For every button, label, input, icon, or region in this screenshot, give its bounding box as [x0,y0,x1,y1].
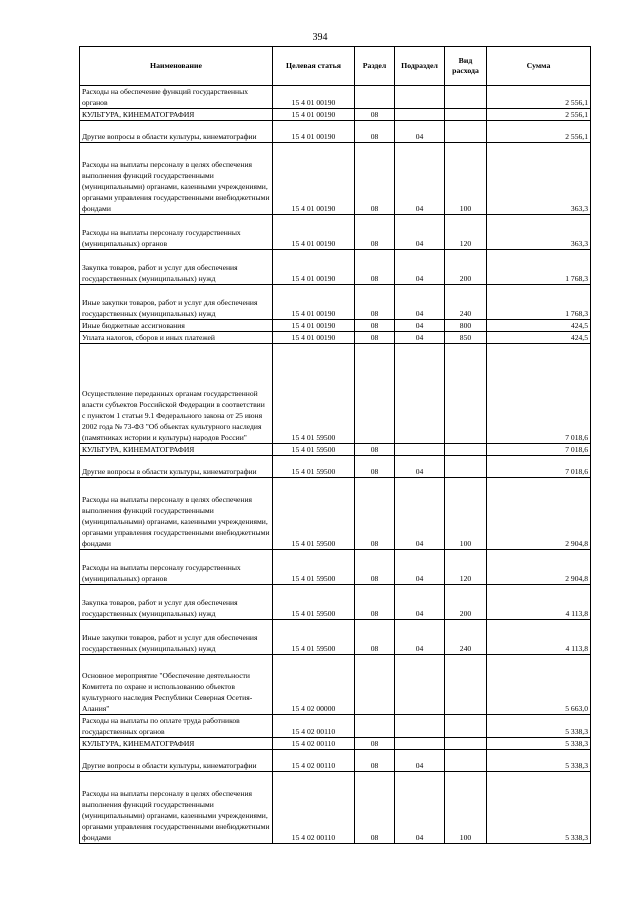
row-target-code: 15 4 02 00110 [273,772,355,844]
table-row [80,444,591,456]
row-name: Расходы на выплаты персоналу в целях обеспечения выполнения функций государственными (муниципальными) органами, казенными учреждениями, органами управления государственными внебюджетными фондами [80,478,273,550]
row-amount: 7 018,6 [487,344,591,444]
row-target-code: 15 4 02 00110 [273,750,355,772]
table-row [80,655,591,715]
row-section [355,86,395,109]
row-amount: 4 113,8 [487,620,591,655]
row-name: Другие вопросы в области культуры, кинематографии [80,456,273,478]
table-row [80,456,591,478]
row-section: 08 [355,750,395,772]
budget-table [79,46,591,844]
row-amount: 1 768,3 [487,285,591,320]
row-subsection: 04 [395,320,445,332]
table-row [80,320,591,332]
row-name: Другие вопросы в области культуры, кинематографии [80,121,273,143]
row-subsection [395,109,445,121]
row-name: Уплата налогов, сборов и иных платежей [80,332,273,344]
row-amount: 2 556,1 [487,121,591,143]
row-target-code: 15 4 01 00190 [273,285,355,320]
row-subsection [395,86,445,109]
row-amount: 5 663,0 [487,655,591,715]
row-target-code: 15 4 01 59500 [273,550,355,585]
row-name: Иные бюджетные ассигнования [80,320,273,332]
row-subsection: 04 [395,250,445,285]
row-section: 08 [355,738,395,750]
row-section [355,344,395,444]
row-section: 08 [355,320,395,332]
row-name: КУЛЬТУРА, КИНЕМАТОГРАФИЯ [80,444,273,456]
row-target-code: 15 4 01 00190 [273,250,355,285]
table-row [80,109,591,121]
row-subsection [395,344,445,444]
row-target-code: 15 4 01 00190 [273,109,355,121]
row-type [445,86,487,109]
header-type: Вид расхода [445,47,487,86]
header-name: Наименование [80,47,273,86]
table-row [80,285,591,320]
row-type [445,750,487,772]
row-amount: 424,5 [487,332,591,344]
row-section: 08 [355,620,395,655]
row-name: Закупка товаров, работ и услуг для обеспечения государственных (муниципальных) нужд [80,585,273,620]
row-target-code: 15 4 01 00190 [273,215,355,250]
row-name: Закупка товаров, работ и услуг для обеспечения государственных (муниципальных) нужд [80,250,273,285]
row-target-code: 15 4 01 59500 [273,585,355,620]
table-row [80,550,591,585]
row-amount: 2 556,1 [487,109,591,121]
row-type [445,344,487,444]
row-type: 200 [445,585,487,620]
row-amount: 424,5 [487,320,591,332]
row-amount: 7 018,6 [487,444,591,456]
row-name: Расходы на обеспечение функций государственных органов [80,86,273,109]
row-target-code: 15 4 01 00190 [273,320,355,332]
table-row [80,620,591,655]
row-type [445,444,487,456]
row-type: 100 [445,772,487,844]
row-subsection [395,444,445,456]
table-row [80,738,591,750]
row-target-code: 15 4 01 00190 [273,86,355,109]
row-amount: 7 018,6 [487,456,591,478]
table-row [80,750,591,772]
row-section: 08 [355,550,395,585]
table-row [80,143,591,215]
table-row [80,332,591,344]
row-type: 120 [445,550,487,585]
row-section: 08 [355,772,395,844]
table-row [80,250,591,285]
row-amount: 5 338,3 [487,738,591,750]
row-name: Другие вопросы в области культуры, кинематографии [80,750,273,772]
row-type [445,121,487,143]
row-section: 08 [355,215,395,250]
row-type: 240 [445,620,487,655]
row-section: 08 [355,121,395,143]
table-row [80,121,591,143]
row-subsection: 04 [395,456,445,478]
row-subsection: 04 [395,772,445,844]
row-amount: 1 768,3 [487,250,591,285]
table-row [80,344,591,444]
row-amount: 363,3 [487,143,591,215]
row-section: 08 [355,456,395,478]
table-row [80,478,591,550]
row-type: 100 [445,478,487,550]
row-target-code: 15 4 01 00190 [273,121,355,143]
row-target-code: 15 4 01 59500 [273,456,355,478]
row-section: 08 [355,250,395,285]
page-number: 394 [312,32,328,43]
row-subsection [395,738,445,750]
header-amount: Сумма [487,47,591,86]
row-type: 850 [445,332,487,344]
row-subsection: 04 [395,215,445,250]
header-target: Целевая статья [273,47,355,86]
row-type: 120 [445,215,487,250]
row-type: 100 [445,143,487,215]
table-header-row [80,47,591,86]
row-name: Иные закупки товаров, работ и услуг для обеспечения государственных (муниципальных) нужд [80,285,273,320]
row-name: Расходы на выплаты персоналу в целях обеспечения выполнения функций государственными (муниципальными) органами, казенными учреждениями, органами управления государственными внебюджетными фондами [80,143,273,215]
row-subsection: 04 [395,550,445,585]
row-type [445,655,487,715]
row-name: Иные закупки товаров, работ и услуг для обеспечения государственных (муниципальных) нужд [80,620,273,655]
row-type [445,456,487,478]
row-subsection: 04 [395,285,445,320]
row-subsection [395,715,445,738]
row-target-code: 15 4 01 00190 [273,332,355,344]
table-row [80,772,591,844]
row-type [445,738,487,750]
row-target-code: 15 4 01 59500 [273,444,355,456]
row-type: 800 [445,320,487,332]
row-amount: 2 556,1 [487,86,591,109]
row-amount: 2 904,8 [487,478,591,550]
row-section: 08 [355,109,395,121]
row-section: 08 [355,332,395,344]
row-name: Осуществление переданных органам государственной власти субъектов Российской Федерации в соответствии с пунктом 1 статьи 9.1 Федерального закона от 25 июня 2002 года № 73-ФЗ "Об объектах культурного наследия (памятниках истории и культуры) народов России" [80,344,273,444]
table-row [80,715,591,738]
row-subsection: 04 [395,332,445,344]
row-subsection [395,655,445,715]
row-section: 08 [355,585,395,620]
table-body [80,86,591,844]
row-type [445,715,487,738]
row-subsection: 04 [395,585,445,620]
row-section: 08 [355,285,395,320]
row-section: 08 [355,444,395,456]
table-row [80,86,591,109]
row-subsection: 04 [395,121,445,143]
row-type: 200 [445,250,487,285]
row-name: Расходы на выплаты персоналу государственных (муниципальных) органов [80,215,273,250]
row-type: 240 [445,285,487,320]
row-type [445,109,487,121]
row-target-code: 15 4 01 59500 [273,478,355,550]
row-subsection: 04 [395,478,445,550]
row-target-code: 15 4 02 00000 [273,655,355,715]
row-amount: 5 338,3 [487,715,591,738]
row-name: Расходы на выплаты по оплате труда работников государственных органов [80,715,273,738]
row-section: 08 [355,143,395,215]
row-subsection: 04 [395,620,445,655]
row-section [355,715,395,738]
row-target-code: 15 4 01 59500 [273,620,355,655]
table-row [80,215,591,250]
row-target-code: 15 4 02 00110 [273,738,355,750]
row-section [355,655,395,715]
row-subsection: 04 [395,143,445,215]
row-name: КУЛЬТУРА, КИНЕМАТОГРАФИЯ [80,738,273,750]
row-target-code: 15 4 01 59500 [273,344,355,444]
header-section: Раздел [355,47,395,86]
row-name: Расходы на выплаты персоналу в целях обеспечения выполнения функций государственными (муниципальными) органами, казенными учреждениями, органами управления государственными внебюджетными фондами [80,772,273,844]
row-target-code: 15 4 01 00190 [273,143,355,215]
header-subsection: Подраздел [395,47,445,86]
row-subsection: 04 [395,750,445,772]
row-amount: 5 338,3 [487,750,591,772]
row-amount: 363,3 [487,215,591,250]
table-row [80,585,591,620]
row-amount: 2 904,8 [487,550,591,585]
row-name: КУЛЬТУРА, КИНЕМАТОГРАФИЯ [80,109,273,121]
row-section: 08 [355,478,395,550]
row-amount: 5 338,3 [487,772,591,844]
row-target-code: 15 4 02 00110 [273,715,355,738]
row-amount: 4 113,8 [487,585,591,620]
row-name: Расходы на выплаты персоналу государственных (муниципальных) органов [80,550,273,585]
row-name: Основное мероприятие "Обеспечение деятельности Комитета по охране и использованию объектов культурного наследия Республики Северная Осетия-Алания" [80,655,273,715]
